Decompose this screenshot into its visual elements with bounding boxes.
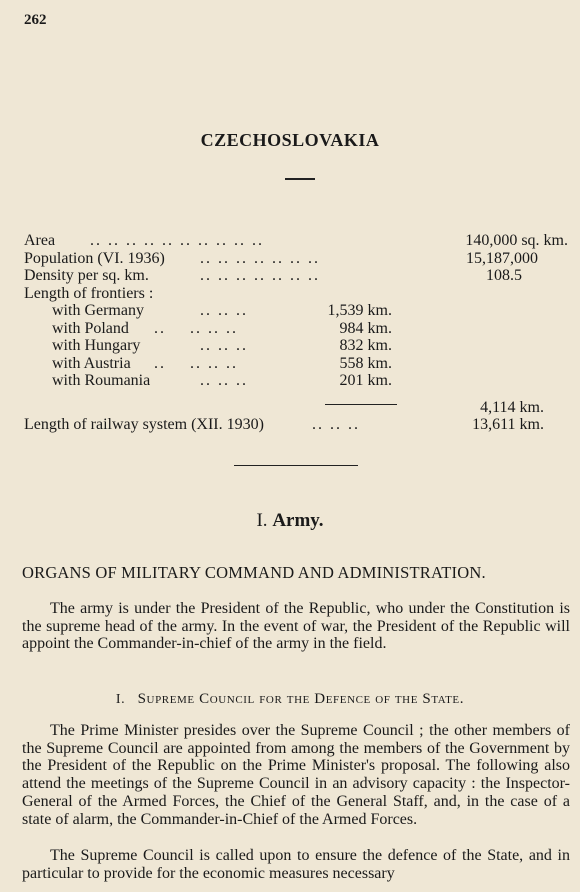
- stat-row-frontiers-total: [24, 399, 572, 417]
- stat-row-frontiers: [24, 285, 572, 303]
- paragraph-2: [22, 722, 570, 828]
- section-heading: [0, 510, 580, 532]
- frontier-label: with Hungary: [52, 337, 141, 354]
- dot-leader: .. .. .. .. .. .. ..: [200, 267, 320, 284]
- subheading-number: I.: [115, 692, 126, 707]
- dot-leader: .. .. ..: [312, 416, 360, 433]
- dot-leader: .. .. .. .. .. .. .. .. .. ..: [90, 232, 264, 249]
- subheading: [0, 691, 580, 708]
- stat-label: Length of railway system (XII. 1930): [24, 416, 264, 433]
- dot-leader: .. .. ..: [200, 372, 248, 389]
- stat-value: 108.5: [486, 267, 522, 284]
- stat-row-density: [24, 267, 572, 285]
- frontier-value: 558 km.: [339, 354, 392, 372]
- dot-leader: .. .. .. ..: [154, 319, 238, 337]
- section-title: Army.: [272, 510, 324, 531]
- frontier-value: 201 km.: [339, 372, 392, 389]
- subheading-text: Supreme Council for the Defence of the State.: [137, 691, 465, 707]
- frontier-label: with Austria: [52, 354, 131, 372]
- page-number: 262: [24, 12, 47, 28]
- paragraph-text: The Prime Minister presides over the Supreme Council ; the other members of the Supreme Council are appointed from among the members of the Government by the President of the Republic on the Prime Minister's proposal. The following also attend the meetings of the Supreme Council in an advisory capacity : the Inspector-General of the Armed Forces, the Chief of the General Staff, and, in the case of a state of alarm, the Commander-in-Chief of the Armed Forces.: [22, 722, 570, 828]
- statistics-block: [24, 232, 572, 434]
- dot-leader: .. .. .. .. .. .. ..: [200, 249, 320, 267]
- section-divider: [234, 465, 358, 466]
- frontier-label: with Germany: [52, 302, 144, 319]
- sum-rule: [325, 404, 397, 405]
- stat-row-area: [24, 232, 572, 250]
- frontier-label: with Roumania: [52, 372, 151, 389]
- dot-leader: .. .. ..: [200, 302, 248, 319]
- paragraph-text: The army is under the President of the Republic, who under the Constitution is the supreme head of the army. In the event of war, the President of the Republic will appoint the Commander-in-chief of the army in the field.: [22, 600, 570, 653]
- organs-heading: ORGANS OF MILITARY COMMAND AND ADMINISTRATION.: [22, 563, 486, 582]
- stat-label: Population (VI. 1936): [24, 249, 165, 267]
- frontier-row: [24, 355, 572, 373]
- dot-leader: .. .. .. ..: [154, 354, 238, 372]
- section-number: I.: [256, 510, 268, 531]
- frontier-label: with Poland: [52, 319, 129, 337]
- stat-value: 15,187,000: [466, 249, 538, 267]
- frontiers-total-value: 4,114 km.: [480, 398, 544, 416]
- stat-label: Length of frontiers :: [24, 284, 154, 302]
- paragraph-1: [22, 600, 570, 653]
- stat-label: Density per sq. km.: [24, 267, 149, 284]
- page-title: CZECHOSLOVAKIA: [200, 130, 380, 150]
- title-divider: [285, 178, 315, 180]
- frontier-value: 1,539 km.: [327, 302, 392, 319]
- dot-leader: .. .. ..: [200, 337, 248, 354]
- stat-label: Area: [24, 232, 56, 249]
- spacer: [24, 390, 572, 399]
- frontier-row: [24, 302, 572, 320]
- stat-value: 140,000 sq. km.: [465, 232, 568, 249]
- frontier-row: [24, 372, 572, 390]
- frontier-value: 984 km.: [339, 319, 392, 337]
- frontier-value: 832 km.: [339, 337, 392, 354]
- paragraph-text: The Supreme Council is called upon to ensure the defence of the State, and in particular to provide for the economic measures necessary: [22, 847, 570, 882]
- stat-value: 13,611 km.: [472, 416, 544, 433]
- frontier-row: [24, 337, 572, 355]
- stat-row-population: [24, 250, 572, 268]
- paragraph-3: [22, 847, 570, 882]
- frontier-row: [24, 320, 572, 338]
- stat-row-railway: [24, 416, 572, 434]
